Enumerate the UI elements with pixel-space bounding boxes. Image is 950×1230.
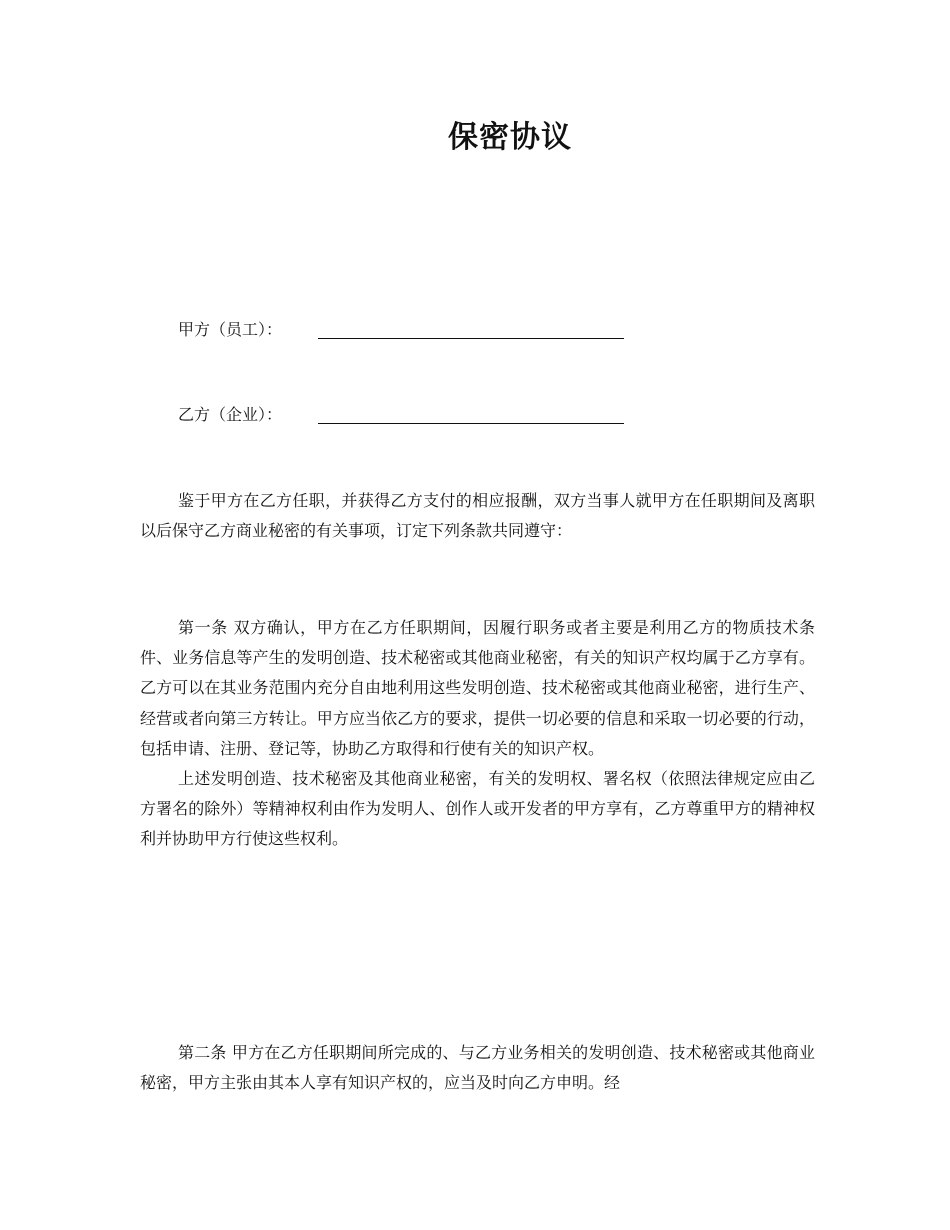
article-1-section [140,613,815,855]
document-title: 保密协议 [448,120,572,155]
party-a-row [178,318,282,342]
article-2-section [140,1038,815,1098]
intro-paragraph: 鉴于甲方在乙方任职，并获得乙方支付的相应报酬，双方当事人就甲方在任职期间及离职以后保守乙方商业秘密的有关事项，订定下列条款共同遵守： [140,491,815,541]
article-1-paragraph-2: 上述发明创造、技术秘密及其他商业秘密，有关的发明权、署名权（依照法律规定应由乙方署名的除外）等精神权利由作为发明人、创作人或开发者的甲方享有，乙方尊重甲方的精神权利并协助甲方行使这些权利。 [140,769,815,849]
intro-section [140,486,815,546]
article-1-paragraph-1: 第一条 双方确认，甲方在乙方任职期间，因履行职务或者主要是利用乙方的物质技术条件、业务信息等产生的发明创造、技术秘密或其他商业秘密，有关的知识产权均属于乙方享有。乙方可以在其业务范围内充分自由地利用这些发明创造、技术秘密或其他商业秘密，进行生产、经营或者向第三方转让。甲方应当依乙方的要求，提供一切必要的信息和采取一切必要的行动，包括申请、注册、登记等，协助乙方取得和行使有关的知识产权。 [140,618,815,758]
article-2-paragraph-1: 第二条 甲方在乙方任职期间所完成的、与乙方业务相关的发明创造、技术秘密或其他商业秘密，甲方主张由其本人享有知识产权的，应当及时向乙方申明。经 [140,1043,815,1093]
party-b-blank-line [318,423,624,424]
party-b-label: 乙方（企业）： [178,405,283,424]
party-b-row [178,403,282,427]
party-a-blank-line [318,338,624,339]
party-a-label: 甲方（员工）： [178,320,283,339]
